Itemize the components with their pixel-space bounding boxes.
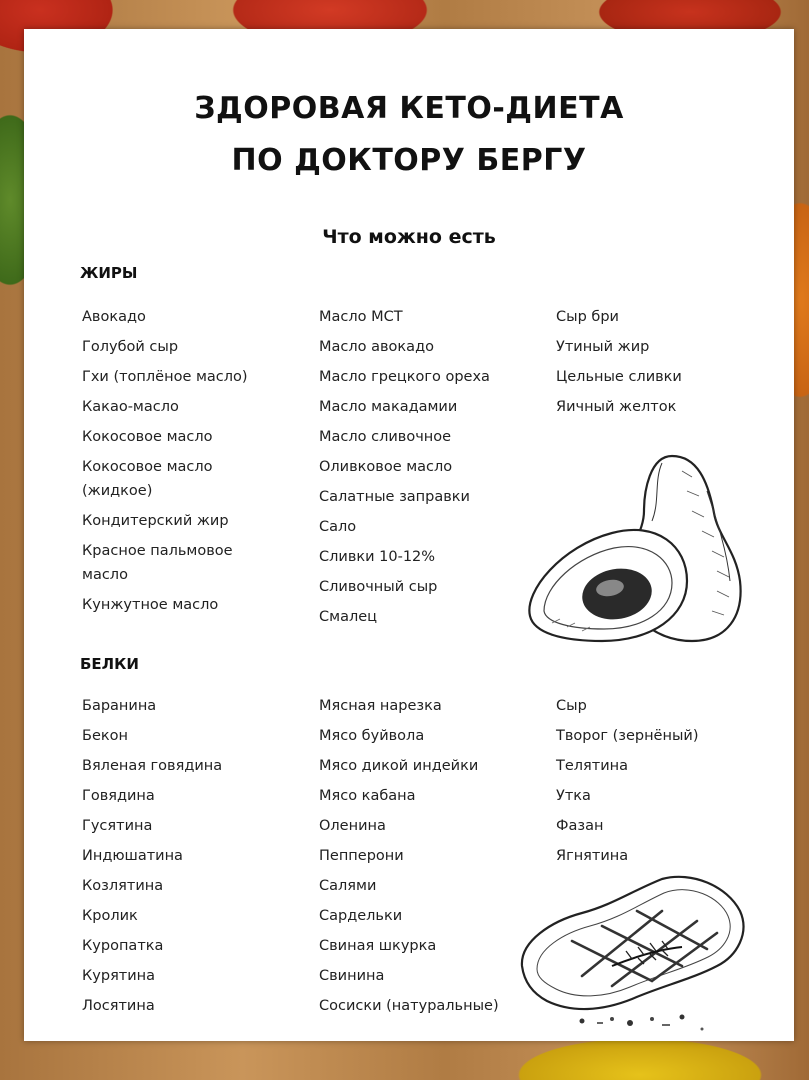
food-item: Свинина — [319, 968, 385, 984]
food-item: Мясная нарезка — [319, 698, 442, 714]
food-item: Оливковое масло — [319, 459, 453, 475]
food-item: Масло сливочное — [319, 429, 452, 445]
food-item: Салями — [319, 878, 377, 894]
proteins-column-1 — [82, 694, 222, 1024]
menu-sheet — [24, 29, 794, 1041]
page-subtitle: Что можно есть — [322, 226, 496, 248]
food-item: Масло грецкого ореха — [319, 369, 490, 385]
food-item: Яичный желток — [556, 399, 677, 415]
page-title-line1: ЗДОРОВАЯ КЕТО-ДИЕТА — [194, 91, 624, 126]
food-item: Сыр бри — [556, 309, 619, 325]
food-item: Свиная шкурка — [319, 938, 437, 954]
food-item: Мясо буйвола — [319, 728, 425, 744]
food-item: Масло МСТ — [319, 309, 403, 325]
food-item: Красное пальмовое масло — [82, 543, 233, 583]
food-item: Пепперони — [319, 848, 404, 864]
food-item: Кокосовое масло — [82, 429, 213, 445]
food-item: Сыр — [556, 698, 587, 714]
food-item: Какао-масло — [82, 399, 179, 415]
food-item: Курятина — [82, 968, 156, 984]
steak-icon — [512, 871, 752, 1031]
food-item: Ягнятина — [556, 848, 629, 864]
food-item: Сардельки — [319, 908, 403, 924]
food-item: Сало — [319, 519, 357, 535]
food-item: Вяленая говядина — [82, 758, 223, 774]
food-item: Сосиски (натуральные) — [319, 998, 499, 1014]
food-item: Индюшатина — [82, 848, 183, 864]
food-item: Гхи (топлёное масло) — [82, 369, 248, 385]
food-item: Гусятина — [82, 818, 153, 834]
food-item: Сливочный сыр — [319, 579, 438, 595]
food-item: Масло макадамии — [319, 399, 458, 415]
section-heading-proteins: БЕЛКИ — [80, 655, 139, 673]
page-title-line2: ПО ДОКТОРУ БЕРГУ — [231, 143, 587, 178]
food-item: Лосятина — [82, 998, 155, 1014]
food-item: Мясо дикой индейки — [319, 758, 479, 774]
food-item: Кокосовое масло (жидкое) — [82, 459, 213, 499]
food-item: Кондитерский жир — [82, 513, 229, 529]
food-item: Голубой сыр — [82, 339, 179, 355]
food-item: Фазан — [556, 818, 604, 834]
food-item: Кунжутное масло — [82, 597, 219, 613]
food-item: Мясо кабана — [319, 788, 416, 804]
food-item: Куропатка — [82, 938, 164, 954]
food-item: Утка — [556, 788, 591, 804]
food-item: Говядина — [82, 788, 155, 804]
food-item: Оленина — [319, 818, 386, 834]
section-heading-fats: ЖИРЫ — [80, 264, 138, 282]
food-item: Салатные заправки — [319, 489, 470, 505]
food-item: Цельные сливки — [556, 369, 682, 385]
avocado-icon — [522, 451, 744, 646]
food-item: Творог (зернёный) — [556, 728, 699, 744]
proteins-column-3 — [556, 694, 698, 874]
food-item: Утиный жир — [556, 339, 650, 355]
fats-column-3 — [556, 305, 682, 425]
fats-column-2 — [319, 305, 490, 635]
food-item: Баранина — [82, 698, 157, 714]
food-item: Козлятина — [82, 878, 164, 894]
food-item: Смалец — [319, 609, 378, 625]
food-item: Сливки 10-12% — [319, 549, 436, 565]
food-item: Кролик — [82, 908, 138, 924]
food-item: Авокадо — [82, 309, 146, 325]
fats-column-1 — [82, 305, 257, 623]
food-item: Телятина — [556, 758, 629, 774]
food-item: Масло авокадо — [319, 339, 434, 355]
proteins-column-2 — [319, 694, 499, 1024]
food-item: Бекон — [82, 728, 128, 744]
